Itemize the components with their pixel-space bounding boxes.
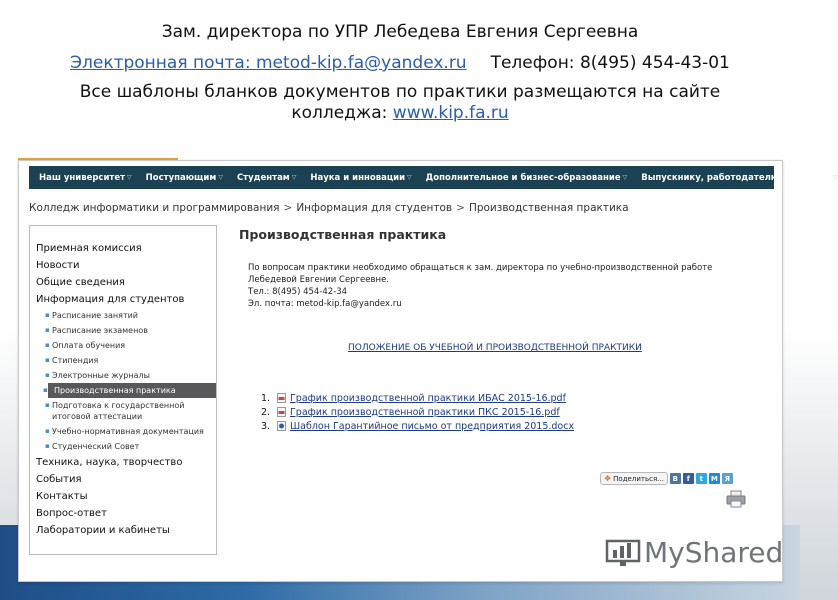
site-link[interactable]: www.kip.fa.ru (392, 103, 509, 123)
sidebar-sub-class-schedule[interactable]: ▪ Расписание занятий (30, 308, 216, 323)
templates-note-text: Все шаблоны бланков документов по практики размещаются на сайте колледжа: (79, 82, 721, 123)
breadcrumb-student-info[interactable]: Информация для студентов (296, 202, 453, 214)
breadcrumb (29, 202, 629, 214)
practice-contact-info (248, 262, 748, 310)
list-number: 2. (261, 406, 271, 418)
twitter-icon[interactable]: t (696, 473, 707, 484)
share-label: Поделиться... (613, 474, 664, 483)
website-screenshot (18, 160, 838, 582)
nav-item-students[interactable] (237, 173, 296, 183)
list-number: 1. (261, 392, 271, 404)
nav-label: Дополнительное и бизнес-образование (425, 172, 621, 183)
pdf-icon (277, 407, 286, 417)
document-link[interactable]: Шаблон Гарантийное письмо от предприятия 2015.docx (290, 420, 575, 432)
list-item (261, 419, 574, 433)
nav-item-science[interactable] (310, 173, 411, 183)
vk-icon[interactable]: В (670, 473, 681, 484)
sidebar-item-events[interactable]: События (36, 474, 82, 485)
email-link[interactable]: Электронная почта: metod-kip.fa@yandex.ru (70, 53, 467, 73)
breadcrumb-college[interactable]: Колледж информатики и программирования (29, 202, 280, 214)
sidebar-item-news[interactable]: Новости (36, 260, 80, 271)
list-item (261, 405, 574, 419)
info-line: Тел.: 8(495) 454-42-34 (248, 287, 348, 297)
info-line: По вопросам практики необходимо обращаться к зам. директора по учебно-производственной работе (248, 263, 713, 273)
sidebar-item-contacts[interactable]: Контакты (36, 491, 88, 502)
breadcrumb-current: Производственная практика (468, 202, 629, 214)
share-bar (600, 472, 733, 485)
nav-item-applicants[interactable] (146, 173, 223, 183)
nav-label: Выпускнику, работодателю, партнёру (641, 172, 832, 183)
breadcrumb-separator: > (283, 202, 293, 214)
sidebar-item-qa[interactable]: Вопрос-ответ (36, 508, 107, 519)
docx-icon (277, 421, 286, 431)
print-icon[interactable] (726, 490, 746, 508)
sidebar-sub-tuition[interactable]: ▪ Оплата обучения (30, 338, 216, 353)
nav-label: Наш университет (39, 172, 126, 183)
list-item (261, 391, 574, 405)
chevron-down-icon: ▽ (833, 174, 838, 181)
list-number: 3. (261, 420, 271, 432)
sidebar-sub-practice-active[interactable]: ▪ Производственная практика (48, 383, 216, 398)
nav-item-graduates[interactable] (641, 173, 838, 183)
document-link[interactable]: График производственной практики ИБАС 2015-16.pdf (290, 392, 566, 404)
page-title: Производственная практика (239, 227, 447, 242)
nav-item-university[interactable] (39, 173, 132, 183)
breadcrumb-separator: > (456, 202, 465, 214)
sidebar-item-general-info[interactable]: Общие сведения (36, 277, 125, 288)
yandex-icon[interactable]: Я (722, 473, 733, 484)
nav-item-additional-education[interactable] (426, 173, 628, 183)
facebook-icon[interactable]: f (683, 473, 694, 484)
deputy-director-line: Зам. директора по УПР Лебедева Евгения Сергеевна (161, 22, 639, 42)
document-link[interactable]: График производственной практики ПКС 2015-16.pdf (290, 406, 560, 418)
share-icon: ❖ (604, 474, 612, 483)
chevron-down-icon: ▽ (218, 174, 223, 181)
mail-icon[interactable]: M (709, 473, 720, 484)
share-button[interactable] (600, 472, 668, 485)
myshared-logo-text: MyShared (644, 536, 784, 569)
main-navbar (29, 166, 838, 189)
sidebar-sub-attestation[interactable]: ▪ Подготовка к государственной итоговой аттестации (30, 398, 216, 424)
info-line: Эл. почта: metod-kip.fa@yandex.ru (248, 299, 402, 309)
sidebar-sub-e-journals[interactable]: ▪ Электронные журналы (30, 368, 216, 383)
info-line: Лебедевой Евгении Сергеевне. (248, 275, 390, 285)
nav-label: Поступающим (145, 172, 217, 183)
chevron-down-icon: ▽ (622, 174, 628, 181)
sidebar-sub-scholarship[interactable]: ▪ Стипендия (30, 353, 216, 368)
document-list (261, 391, 574, 433)
pdf-icon (277, 393, 286, 403)
sidebar-item-technology[interactable]: Техника, наука, творчество (36, 457, 183, 468)
sidebar-item-admissions[interactable]: Приемная комиссия (36, 243, 142, 254)
nav-label: Наука и инновации (310, 172, 406, 183)
sidebar-item-student-info[interactable]: Информация для студентов (36, 294, 185, 305)
contact-line (0, 53, 800, 73)
chevron-down-icon: ▽ (291, 174, 297, 181)
sidebar-sub-exam-schedule[interactable]: ▪ Расписание экзаменов (30, 323, 216, 338)
sidebar-item-labs[interactable]: Лаборатории и кабинеты (36, 525, 170, 536)
sidebar-sub-regulatory-docs[interactable]: ▪ Учебно-нормативная документация (30, 424, 216, 439)
chevron-down-icon: ▽ (127, 174, 132, 181)
regulation-link[interactable]: ПОЛОЖЕНИЕ ОБ УЧЕБНОЙ И ПРОИЗВОДСТВЕННОЙ ПРАКТИКИ (348, 343, 642, 353)
templates-note (40, 82, 760, 124)
sidebar-menu (29, 225, 217, 555)
phone-text: Телефон: 8(495) 454-43-01 (490, 53, 730, 73)
sidebar-sub-student-council[interactable]: ▪ Студенческий Совет (30, 439, 216, 454)
myshared-logo-icon (606, 538, 640, 568)
nav-label: Студентам (236, 172, 290, 183)
myshared-logo (606, 536, 783, 569)
chevron-down-icon: ▽ (407, 174, 412, 181)
